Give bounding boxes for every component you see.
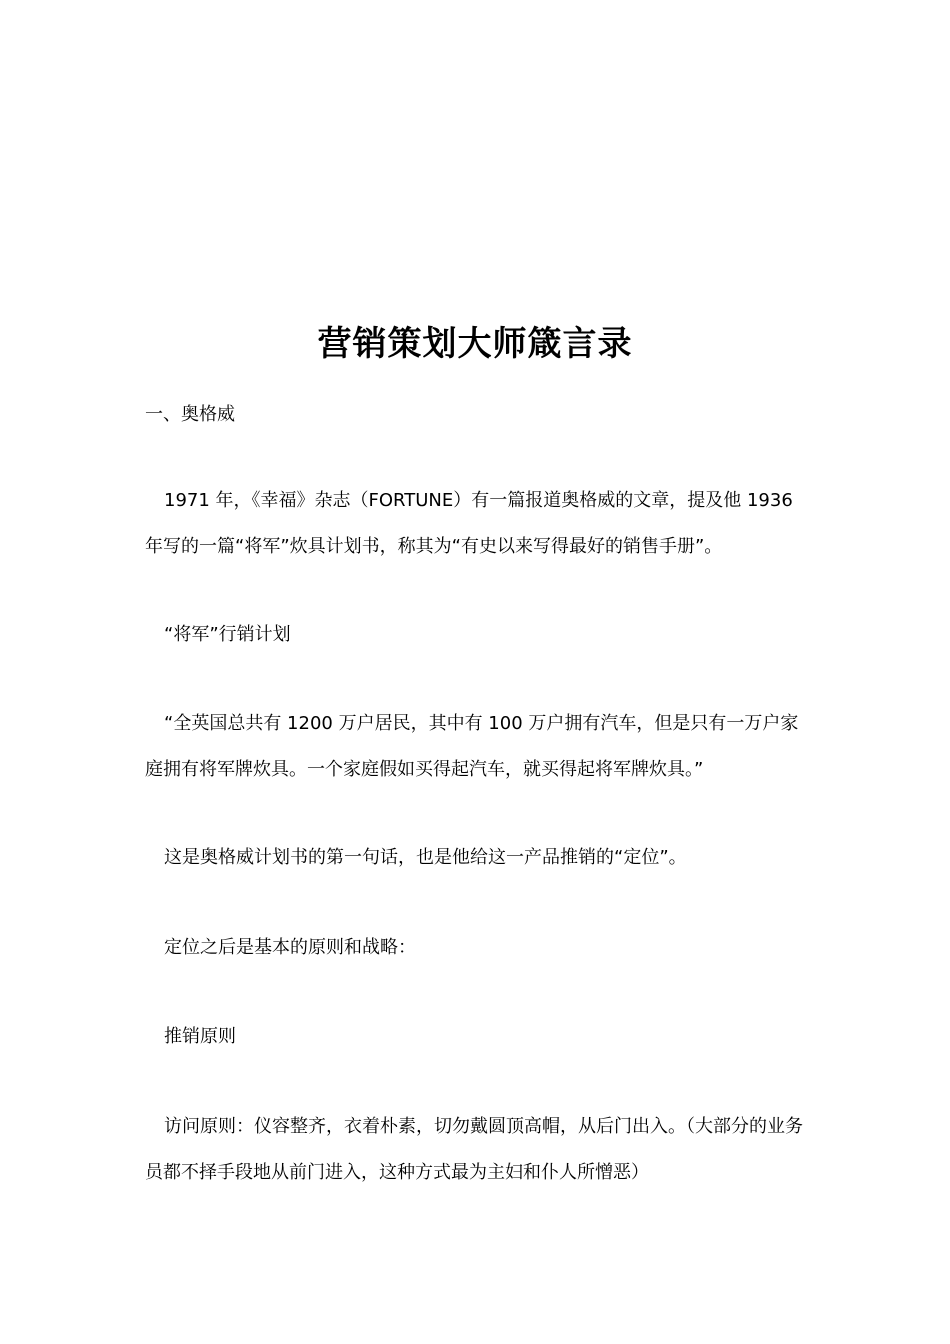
paragraph-strategy-intro: 定位之后是基本的原则和战略： bbox=[164, 937, 416, 958]
document-title: 营销策划大师箴言录 bbox=[317, 324, 633, 364]
paragraph-plan-heading: “将军”行销计划 bbox=[164, 624, 291, 645]
paragraph-sales-principles-heading: 推销原则 bbox=[164, 1026, 236, 1047]
section-heading: 一、奥格威 bbox=[145, 404, 235, 425]
paragraph-fortune-article: 1971 年，《幸福》杂志（FORTUNE）有一篇报道奥格威的文章，提及他 1936 年写的一篇“将军”炊具计划书，称其为“有史以来写得最好的销售手册”。 bbox=[145, 490, 793, 557]
paragraph-plan-quote: “全英国总共有 1200 万户居民，其中有 100 万户拥有汽车，但是只有一万户家庭拥有将军牌炊具。一个家庭假如买得起汽车，就买得起将军牌炊具。” bbox=[145, 713, 799, 780]
paragraph-visit-principle: 访问原则：仪容整齐，衣着朴素，切勿戴圆顶高帽，从后门出入。（大部分的业务员都不择手段地从前门进入，这种方式最为主妇和仆人所憎恶） bbox=[145, 1116, 803, 1183]
paragraph-positioning: 这是奥格威计划书的第一句话，也是他给这一产品推销的“定位”。 bbox=[164, 847, 687, 868]
